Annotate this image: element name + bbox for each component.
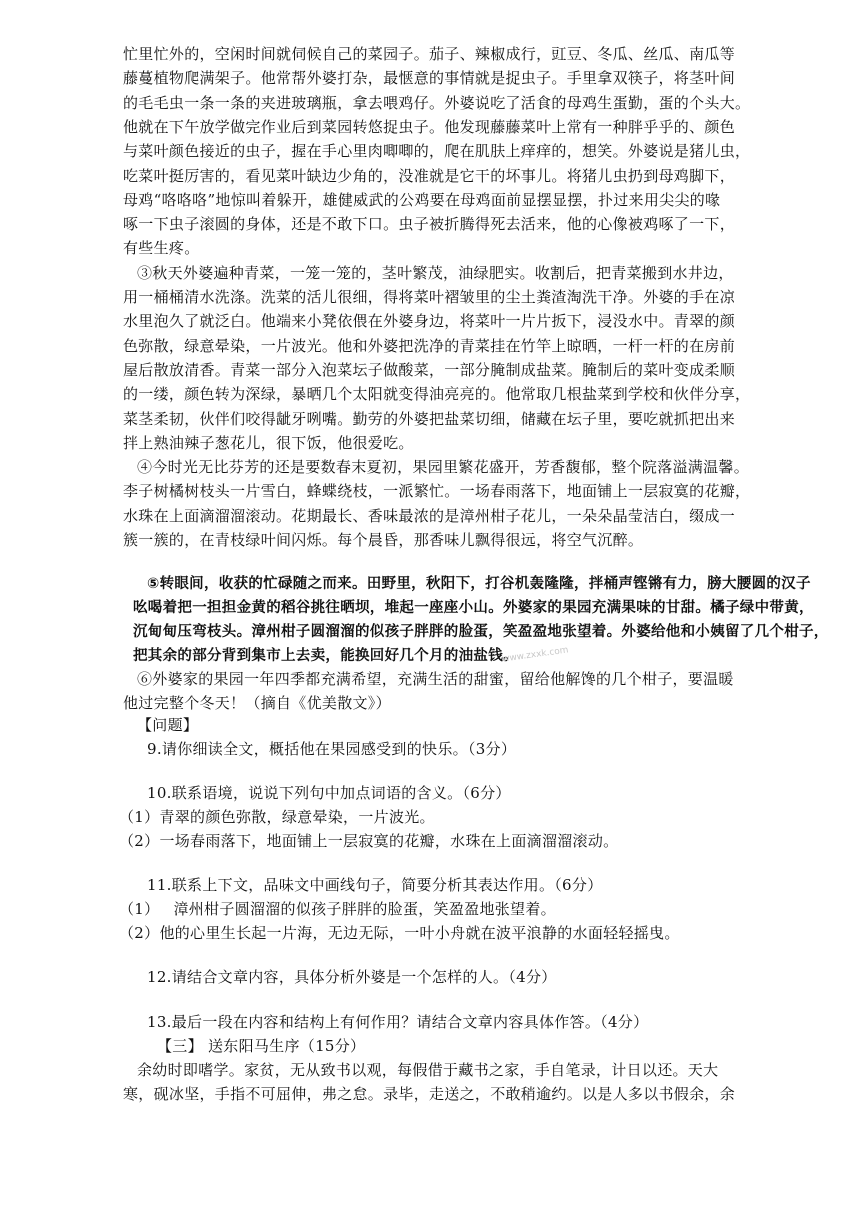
- question-9: 9.请你细读全文，概括他在果园感受到的快乐。（3分）: [147, 740, 517, 758]
- text-line: ⑥外婆家的果园一年四季都充满希望，充满生活的甜蜜，留给他解馋的几个柑子，要温暖: [137, 670, 734, 688]
- text-line: 的毛毛虫一条一条的夹进玻璃瓶，拿去喂鸡仔。外婆说吃了活食的母鸡生蛋勤，蛋的个头大。: [123, 93, 751, 112]
- item-prefix: （2）: [119, 924, 160, 942]
- item-text: 他的心里生长起一片海，无边无际，一叶小舟就在波平浪静的水面轻轻摇曳。: [159, 924, 680, 942]
- question-heading: 【问题】: [137, 716, 199, 734]
- text-line: 菜茎柔韧，伙伴们咬得龇牙咧嘴。勤劳的外婆把盐菜切细，储藏在坛子里，要吃就抓把出来: [123, 409, 736, 428]
- item-text: 漳州柑子圆溜溜的似孩子胖胖的脸蛋，笑盈盈地张望着。: [173, 900, 556, 918]
- text-line: 有些生疼。: [123, 239, 200, 258]
- text-line: 的一缕，颜色转为深绿，暴晒几个太阳就变得油亮亮的。他常取几根盐菜到学校和伙伴分享，: [123, 385, 751, 404]
- text-line: 拌上熟油辣子葱花儿，很下饭，他很爱吃。: [123, 433, 414, 452]
- question-10-item-2: （2）一场春雨落下，地面铺上一层寂寞的花瓣，水珠在上面滴溜溜滚动。: [119, 832, 619, 850]
- question-11: 11.联系上下文，品味文中画线句子，简要分析其表达作用。（6分）: [147, 876, 603, 894]
- text-line: 水里泡久了就泛白。他端来小凳依偎在外婆身边，将菜叶一片片扳下，浸没水中。青翠的颜: [123, 312, 736, 331]
- text-line: 与菜叶颜色接近的虫子，握在手心里肉唧唧的，爬在肌肤上痒痒的，想笑。外婆说是猪儿虫，: [123, 142, 751, 161]
- section-3-paragraph-line-1: 余幼时即嗜学。家贫，无从致书以观，每假借于藏书之家，手自笔录，计日以还。天大: [137, 1061, 719, 1079]
- text-line: 屋后散放清香。青菜一部分入泡菜坛子做酸菜，一部分腌制成盐菜。腌制后的菜叶变成柔顺: [123, 360, 736, 379]
- section-3-heading: 【三】 送东阳马生序（15分）: [157, 1037, 366, 1055]
- text-line: 簇一簇的，在青枝绿叶间闪烁。每个晨昏，那香味儿飘得很远，将空气沉醉。: [123, 531, 644, 549]
- text-line: 沉甸甸压弯枝头。漳州柑子圆溜溜的似孩子胖胖的脸蛋，笑盈盈地张望着。外婆给他和小姨留了几个柑子，: [133, 624, 829, 640]
- text-line: ④今时光无比芬芳的还是要数春末夏初，果园里繁花盛开，芳香馥郁，整个院落溢满温馨。: [137, 458, 750, 477]
- section-3-paragraph-line-2: 寒，砚冰坚，手指不可屈伸，弗之怠。录毕，走送之，不敢稍逾约。以是人多以书假余，余: [123, 1085, 736, 1103]
- text-line: 藤蔓植物爬满架子。他常帮外婆打杂，最惬意的事情就是捉虫子。手里拿双筷子，将茎叶间: [123, 69, 736, 88]
- text-line: 他过完整个冬天！（摘自《优美散文》）: [123, 694, 391, 712]
- text-line: 啄一下虫子滚圆的身体，还是不敢下口。虫子被折腾得死去活来，他的心像被鸡啄了一下，: [123, 215, 736, 234]
- question-11-item-1: [119, 897, 739, 921]
- question-10: 10.联系语境，说说下列句中加点词语的含义。（6分）: [147, 784, 511, 802]
- text-line: 水珠在上面滴溜溜滚动。花期最长、香味最浓的是漳州柑子花儿，一朵朵晶莹洁白，缀成一: [123, 506, 736, 525]
- text-line: 李子树橘树枝头一片雪白，蜂蝶绕枝，一派繁忙。一场春雨落下，地面铺上一层寂寞的花瓣，: [123, 482, 751, 501]
- question-11-item-2: [119, 921, 739, 945]
- question-13: 13.最后一段在内容和结构上有何作用？请结合文章内容具体作答。（4分）: [147, 1013, 649, 1031]
- text-line: 吆喝着把一担担金黄的稻谷挑往晒坝，堆起一座座小山。外婆家的果园充满果味的甘甜。橘子绿中带黄，: [133, 600, 814, 616]
- text-line: 母鸡“咯咯咯”地惊叫着躲开，雄健威武的公鸡要在母鸡面前显摆显摆，扑过来用尖尖的喙: [123, 190, 721, 209]
- text-line: 把其余的部分背到集市上去卖，能换回好几个月的油盐钱。: [133, 648, 518, 664]
- text-line: ⑤转眼间，收获的忙碌随之而来。田野里，秋阳下，打谷机轰隆隆，拌桶声铿锵有力，膀大腰圆的汉子: [147, 576, 811, 592]
- text-line: 用一桶桶清水洗涤。洗菜的活儿很细，得将菜叶褶皱里的尘土粪渣淘洗干净。外婆的手在凉: [123, 288, 736, 306]
- question-10-item-1: （1）青翠的颜色弥散，绿意晕染，一片波光。: [119, 808, 435, 826]
- text-line: 色弥散，绿意晕染，一片波光。他和外婆把洗净的青菜挂在竹竿上晾晒，一杆一杆的在房前: [123, 336, 736, 355]
- text-line: ③秋天外婆遍种青菜，一笼一笼的，茎叶繁茂，油绿肥实。收割后，把青菜搬到水井边，: [137, 263, 734, 282]
- watermark: www.zxxk.com: [501, 645, 570, 665]
- text-line: 忙里忙外的，空闲时间就伺候自己的菜园子。茄子、辣椒成行，豇豆、冬瓜、丝瓜、南瓜等: [123, 45, 736, 63]
- text-line: 他就在下午放学做完作业后到菜园转悠捉虫子。他发现藤藤菜叶上常有一种胖乎乎的、颜色: [123, 117, 736, 136]
- item-prefix: （1）: [119, 900, 160, 918]
- text-line: 吃菜叶挺厉害的，看见菜叶缺边少角的，没准就是它干的坏事儿。将猪儿虫扔到母鸡脚下，: [123, 166, 736, 185]
- question-12: 12.请结合文章内容，具体分析外婆是一个怎样的人。（4分）: [147, 968, 557, 986]
